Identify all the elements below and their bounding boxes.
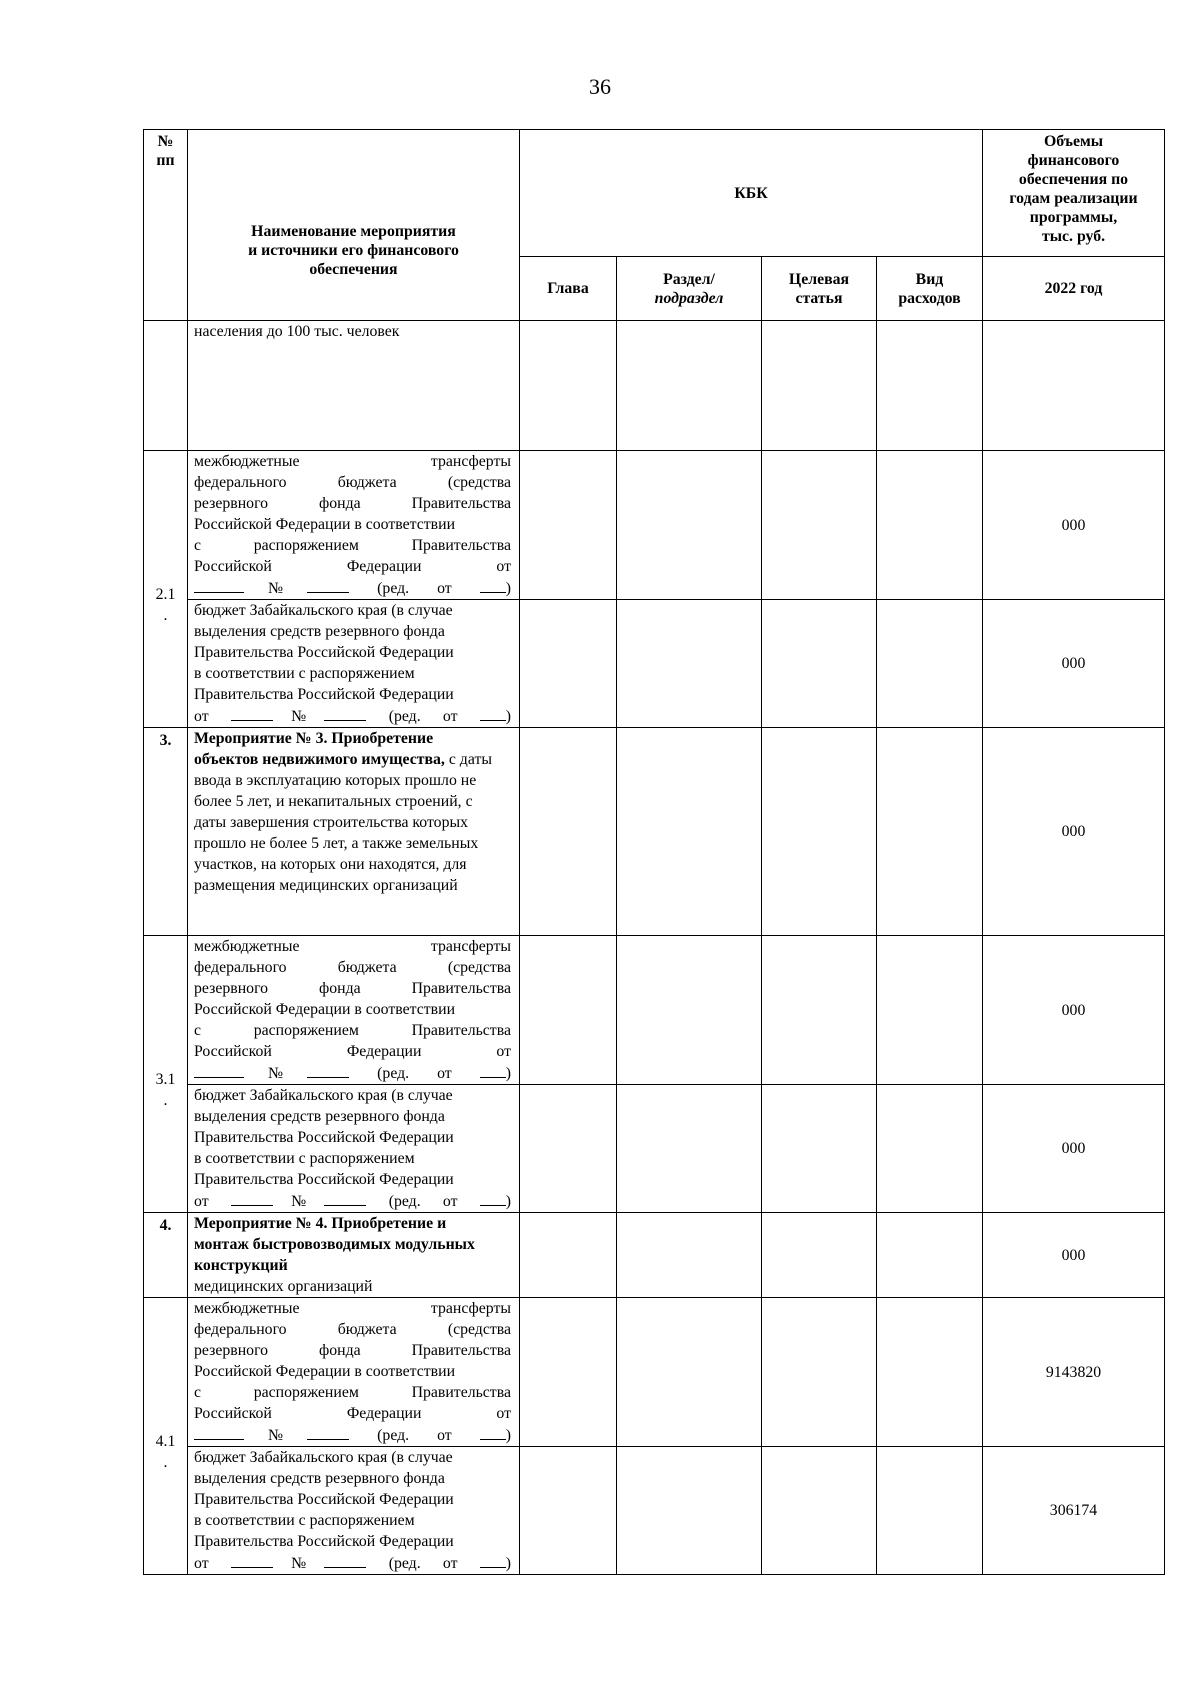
text-fragment: ) (505, 708, 511, 725)
row-description: населения до 100 тыс. человек (188, 321, 520, 451)
text-fragment: от (496, 558, 511, 575)
blank-line (324, 705, 366, 721)
text-fragment: с (194, 1384, 202, 1401)
text-fragment: Федерации (346, 1043, 422, 1060)
text-fragment (194, 1424, 511, 1446)
text-fragment: распоряжением (253, 537, 359, 554)
header-chapter: Глава (520, 257, 617, 321)
cell-target (762, 321, 877, 451)
text-fragment: Российской Федерации в соответствии (194, 516, 456, 533)
text-fragment: резервного (194, 1342, 269, 1359)
empty-cell (617, 1447, 762, 1575)
text-fragment: Федерации (346, 558, 422, 575)
blank-line (231, 1552, 273, 1568)
blank-line (194, 1424, 244, 1440)
text-fragment: Правительства Российской Федерации (194, 1533, 454, 1550)
text-fragment (194, 621, 511, 642)
empty-cell (762, 600, 877, 728)
text-fragment (194, 1127, 511, 1148)
header-name: Наименование мероприятия и источники его финансового обеспечения (188, 130, 520, 321)
empty-cell (762, 1085, 877, 1213)
text-fragment: ) (505, 580, 511, 597)
text-fragment: выделения средств резервного фонда (194, 623, 445, 640)
blank-line (307, 577, 349, 593)
table-row (144, 728, 1165, 936)
text-fragment: № (244, 1065, 308, 1082)
text-fragment: Российской (194, 1043, 272, 1060)
text-fragment: Правительства Российской Федерации (194, 644, 454, 661)
row-num: 4.1 . (144, 1298, 188, 1575)
text-fragment: распоряжением (253, 1384, 359, 1401)
text-fragment: Правительства (411, 495, 511, 512)
text-fragment (194, 936, 511, 957)
text-fragment: № (272, 1193, 325, 1210)
text-fragment: Федерации (346, 1405, 422, 1422)
text-fragment (194, 1319, 511, 1340)
text-fragment: в соответствии с распоряжением (194, 1150, 415, 1167)
header-volumes: Объемы финансового обеспечения по годам реализации программы, тыс. руб. (983, 130, 1165, 257)
empty-cell (520, 728, 617, 936)
text-fragment (194, 451, 511, 472)
text-fragment: (ред. от (388, 1555, 458, 1572)
table-row (144, 451, 1165, 600)
cell-value: 000 (983, 451, 1165, 600)
text-fragment: бюджета (337, 959, 397, 976)
empty-cell (520, 600, 617, 728)
empty-cell (520, 936, 617, 1085)
blank-line (480, 1552, 506, 1568)
text-fragment (194, 1489, 511, 1510)
cell-value: 306174 (983, 1447, 1165, 1575)
text-fragment: трансферты (430, 1300, 511, 1317)
header-year: 2022 год (983, 257, 1165, 321)
financing-table (143, 129, 1165, 1575)
text-fragment: с (194, 1022, 202, 1039)
text-fragment: № (244, 1427, 308, 1444)
text-fragment (194, 1298, 511, 1319)
blank-line (194, 577, 244, 593)
header-num: № пп (144, 130, 188, 321)
text-fragment: (ред. от (388, 708, 458, 725)
text-fragment: федерального (194, 1321, 287, 1338)
cell-value (983, 321, 1165, 451)
text-fragment: (средства (447, 959, 511, 976)
cell-value: 000 (983, 1213, 1165, 1298)
blank-line (307, 1062, 349, 1078)
text-fragment: Правительства (411, 980, 511, 997)
row-description (188, 1447, 520, 1575)
text-fragment: Правительства (411, 1342, 511, 1359)
empty-cell (617, 1298, 762, 1447)
blank-line (324, 1552, 366, 1568)
empty-cell (520, 1447, 617, 1575)
text-fragment (194, 472, 511, 493)
text-fragment (194, 1340, 511, 1361)
text-fragment (194, 1382, 511, 1403)
row-description: Мероприятие № 4. Приобретение и монтаж быстровозводимых модульных конструкций медицинских организаций (188, 1213, 520, 1298)
text-fragment: Правительства Российской Федерации (194, 1171, 454, 1188)
empty-cell (762, 1298, 877, 1447)
text-fragment (194, 577, 511, 599)
empty-cell (762, 451, 877, 600)
text-fragment: ) (505, 1427, 511, 1444)
text-fragment: от (194, 1555, 209, 1572)
text-fragment: (ред. от (388, 1193, 458, 1210)
text-fragment: от (496, 1043, 511, 1060)
blank-line (480, 577, 506, 593)
blank-line (194, 1062, 244, 1078)
header-target: Целевая статья (762, 257, 877, 321)
text-fragment: (средства (447, 1321, 511, 1338)
text-fragment (194, 493, 511, 514)
empty-cell (762, 728, 877, 936)
text-fragment: с (194, 537, 202, 554)
text-fragment: федерального (194, 959, 287, 976)
text-fragment: Российской Федерации в соответствии (194, 1001, 456, 1018)
text-fragment: бюджета (337, 1321, 397, 1338)
text-fragment (194, 663, 511, 684)
row-num: 3.1 . (144, 936, 188, 1213)
text-fragment (194, 1106, 511, 1127)
text-fragment: от (496, 1405, 511, 1422)
text-fragment: фонда (319, 495, 361, 512)
text-fragment: Правительства (411, 1022, 511, 1039)
text-fragment: ) (505, 1555, 511, 1572)
text-fragment: № (244, 580, 308, 597)
table-row (144, 1213, 1165, 1298)
text-fragment: медицинских организаций (194, 1278, 373, 1295)
empty-cell (617, 600, 762, 728)
text-fragment: межбюджетные (194, 1300, 300, 1317)
row-description (188, 451, 520, 600)
blank-line (231, 1190, 273, 1206)
text-fragment: выделения средств резервного фонда (194, 1108, 445, 1125)
text-fragment: в соответствии с распоряжением (194, 1512, 415, 1529)
text-fragment: межбюджетные (194, 453, 300, 470)
empty-cell (877, 936, 983, 1085)
cell-value: 000 (983, 728, 1165, 936)
empty-cell (877, 1447, 983, 1575)
cell-section (617, 321, 762, 451)
text-fragment (194, 535, 511, 556)
row-num (144, 321, 188, 451)
row-num: 3. (144, 728, 188, 936)
row-description (188, 936, 520, 1085)
text-fragment: Российской (194, 558, 272, 575)
empty-cell (762, 1447, 877, 1575)
text-fragment: с даты ввода в эксплуатацию которых прошло не более 5 лет, и некапитальных строений, с даты завершения строительства которых прошло не более 5 лет, а также земельных участков, на которых они находятся, для размещения медицинских организаций (194, 751, 492, 894)
row-num: 2.1 . (144, 451, 188, 728)
cell-value: 000 (983, 600, 1165, 728)
text-fragment: (средства (447, 474, 511, 491)
blank-line (324, 1190, 366, 1206)
text-fragment (194, 1148, 511, 1169)
blank-line (480, 705, 506, 721)
row-description (188, 600, 520, 728)
blank-line (480, 1190, 506, 1206)
text-fragment (194, 642, 511, 663)
text-fragment: (ред. от (377, 580, 452, 597)
cell-chapter (520, 321, 617, 451)
empty-cell (762, 936, 877, 1085)
blank-line (480, 1424, 506, 1440)
blank-line (480, 1062, 506, 1078)
table-row (144, 321, 1165, 451)
text-fragment: межбюджетные (194, 938, 300, 955)
empty-cell (617, 936, 762, 1085)
cell-kind (877, 321, 983, 451)
text-fragment (194, 957, 511, 978)
table-row (144, 1298, 1165, 1447)
cell-value: 9143820 (983, 1298, 1165, 1447)
header-kbk: КБК (520, 130, 983, 257)
text-fragment: фонда (319, 1342, 361, 1359)
text-fragment: бюджет Забайкальского края (в случае (194, 1087, 453, 1104)
empty-cell (877, 1213, 983, 1298)
text-fragment: распоряжением (253, 1022, 359, 1039)
blank-line (307, 1424, 349, 1440)
empty-cell (877, 1085, 983, 1213)
table-row (144, 1085, 1165, 1213)
text-fragment: Правительства Российской Федерации (194, 686, 454, 703)
text-fragment (194, 1085, 511, 1106)
row-description: Мероприятие № 3. Приобретение объектов недвижимого имущества, с даты ввода в эксплуатацию которых прошло не более 5 лет, и некапитальных строений, с даты завершения строительства которых прошло не более 5 лет, а также земельных участков, на которых они находятся, для размещения медицинских организаций (188, 728, 520, 936)
empty-cell (762, 1213, 877, 1298)
text-fragment: № (272, 1555, 325, 1572)
text-fragment (194, 999, 511, 1020)
text-fragment (194, 1062, 511, 1084)
table-row (144, 600, 1165, 728)
text-fragment (194, 1447, 511, 1468)
text-fragment: в соответствии с распоряжением (194, 665, 415, 682)
text-fragment (194, 556, 511, 577)
text-fragment (194, 600, 511, 621)
empty-cell (520, 1213, 617, 1298)
page-number: 36 (589, 74, 611, 99)
header-section: Раздел/ подраздел (617, 257, 762, 321)
text-fragment: федерального (194, 474, 287, 491)
text-fragment: резервного (194, 980, 269, 997)
empty-cell (617, 1085, 762, 1213)
empty-cell (520, 1085, 617, 1213)
empty-cell (617, 451, 762, 600)
text-fragment: от (194, 708, 209, 725)
text-fragment: выделения средств резервного фонда (194, 1470, 445, 1487)
empty-cell (617, 728, 762, 936)
text-fragment (194, 1361, 511, 1382)
row-description (188, 1298, 520, 1447)
text-fragment: № (272, 708, 325, 725)
text-fragment (194, 684, 511, 705)
text-fragment: (ред. от (377, 1427, 452, 1444)
text-fragment (194, 1190, 511, 1212)
text-fragment (194, 1552, 511, 1574)
text-fragment: резервного (194, 495, 269, 512)
empty-cell (877, 1298, 983, 1447)
empty-cell (617, 1213, 762, 1298)
empty-cell (520, 451, 617, 600)
text-fragment: Правительства (411, 537, 511, 554)
empty-cell (520, 1298, 617, 1447)
text-fragment: бюджет Забайкальского края (в случае (194, 602, 453, 619)
text-fragment (194, 1041, 511, 1062)
text-fragment (194, 1169, 511, 1190)
text-fragment: Российской Федерации в соответствии (194, 1363, 456, 1380)
text-fragment: (ред. от (377, 1065, 452, 1082)
text-fragment: Правительства Российской Федерации (194, 1129, 454, 1146)
text-fragment (194, 705, 511, 727)
text-fragment: Правительства (411, 1384, 511, 1401)
text-fragment: ) (505, 1065, 511, 1082)
text-fragment: бюджет Забайкальского края (в случае (194, 1449, 453, 1466)
text-fragment: трансферты (430, 453, 511, 470)
text-fragment: от (194, 1193, 209, 1210)
text-fragment (194, 978, 511, 999)
text-fragment: ) (505, 1193, 511, 1210)
text-fragment (194, 514, 511, 535)
text-fragment: фонда (319, 980, 361, 997)
text-fragment: трансферты (430, 938, 511, 955)
text-fragment (194, 1531, 511, 1552)
table-row (144, 936, 1165, 1085)
text-fragment (194, 1468, 511, 1489)
empty-cell (877, 600, 983, 728)
row-description (188, 1085, 520, 1213)
cell-value: 000 (983, 936, 1165, 1085)
empty-cell (877, 728, 983, 936)
text-fragment: Российской (194, 1405, 272, 1422)
header-kind: Вид расходов (877, 257, 983, 321)
table-row (144, 1447, 1165, 1575)
blank-line (231, 705, 273, 721)
text-fragment (194, 1510, 511, 1531)
text-fragment: бюджета (337, 474, 397, 491)
text-fragment: Правительства Российской Федерации (194, 1491, 454, 1508)
cell-value: 000 (983, 1085, 1165, 1213)
text-fragment (194, 1403, 511, 1424)
text-fragment (194, 1020, 511, 1041)
row-num: 4. (144, 1213, 188, 1298)
empty-cell (877, 451, 983, 600)
